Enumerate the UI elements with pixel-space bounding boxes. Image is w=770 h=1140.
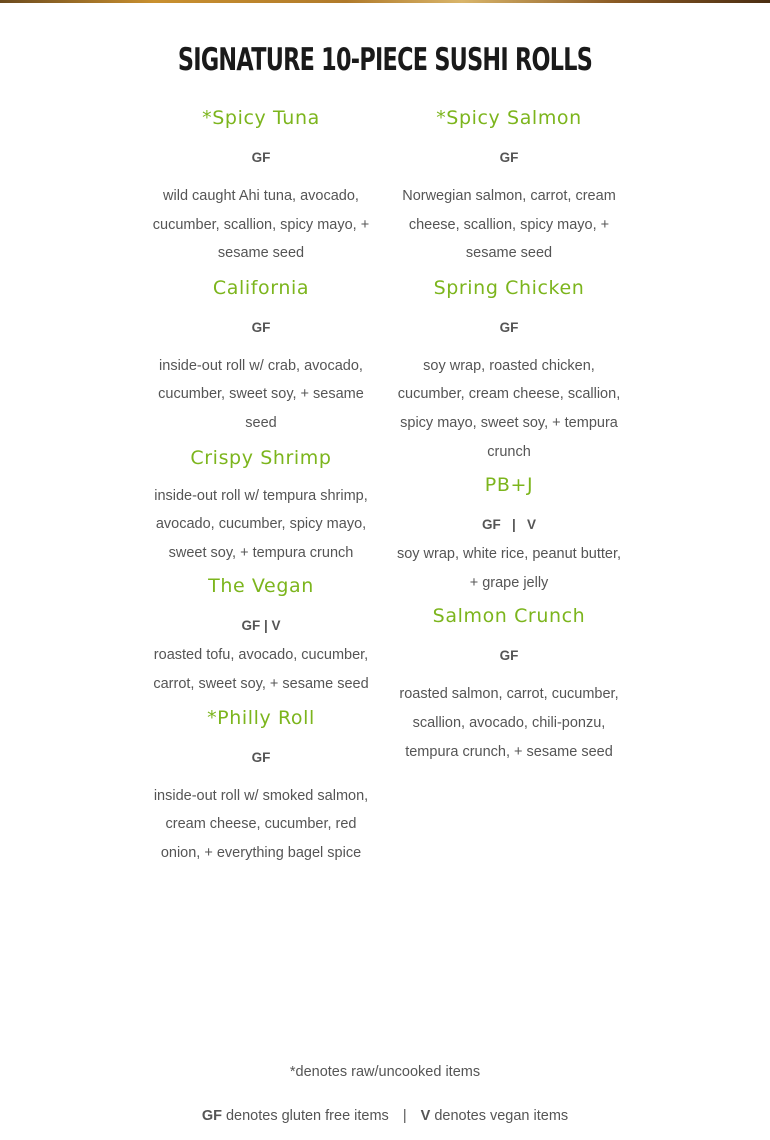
item-diet-tag: GF xyxy=(499,150,519,165)
header-image-strip xyxy=(0,0,770,3)
page-title: SIGNATURE 10-PIECE SUSHI ROLLS xyxy=(177,42,593,78)
item-name: The Vegan xyxy=(208,575,314,598)
menu-item xyxy=(394,100,624,268)
legend-separator: | xyxy=(402,1108,407,1124)
item-name: *Philly Roll xyxy=(207,706,315,729)
item-name: Crispy Shrimp xyxy=(190,446,332,469)
item-diet-tag: GF xyxy=(251,319,271,335)
item-description: soy wrap, roasted chicken, cucumber, cream cheese, scallion, spicy mayo, sweet soy, + tempura crunch xyxy=(397,357,621,460)
item-description: inside-out roll w/ crab, avocado, cucumber, sweet soy, + sesame seed xyxy=(158,357,364,431)
item-diet-tag: GF xyxy=(251,150,271,165)
diet-legend xyxy=(0,1108,770,1124)
menu-column-left xyxy=(146,100,376,867)
item-diet-tag: GF xyxy=(251,749,271,765)
item-name: California xyxy=(212,276,310,299)
item-description: soy wrap, white rice, peanut butter, + grape jelly xyxy=(396,546,622,591)
vegan-abbreviation: V xyxy=(420,1108,431,1124)
gf-legend-text: denotes gluten free items xyxy=(225,1108,389,1124)
item-name: Spring Chicken xyxy=(433,276,585,299)
item-diet-tag: GF | V xyxy=(241,618,281,634)
menu-column-right xyxy=(394,100,624,766)
menu-item xyxy=(394,598,624,766)
item-name: *Spicy Salmon xyxy=(436,107,582,129)
item-description: inside-out roll w/ tempura shrimp, avocado, cucumber, spicy mayo, sweet soy, + tempura crunch xyxy=(154,487,368,561)
gf-abbreviation: GF xyxy=(201,1108,222,1124)
menu-item xyxy=(146,700,376,868)
menu-item xyxy=(146,100,376,268)
vegan-legend-text: denotes vegan items xyxy=(434,1108,569,1124)
item-description: inside-out roll w/ smoked salmon, cream cheese, cucumber, red onion, + everything bagel spice xyxy=(153,787,369,861)
raw-items-note: *denotes raw/uncooked items xyxy=(289,1064,481,1080)
item-diet-tag: GF | V xyxy=(481,517,537,533)
item-description: Norwegian salmon, carrot, cream cheese, scallion, spicy mayo, + sesame seed xyxy=(402,188,616,262)
menu-item xyxy=(394,467,624,597)
menu-item xyxy=(146,270,376,438)
item-name: Salmon Crunch xyxy=(432,605,586,628)
item-name: *Spicy Tuna xyxy=(202,107,320,129)
menu-item xyxy=(394,270,624,466)
menu-item xyxy=(146,440,376,568)
item-description: roasted tofu, avocado, cucumber, carrot, sweet soy, + sesame seed xyxy=(153,647,369,692)
item-name: PB+J xyxy=(484,474,534,497)
menu-item xyxy=(146,568,376,698)
item-description: wild caught Ahi tuna, avocado, cucumber, scallion, spicy mayo, + sesame seed xyxy=(152,188,370,262)
item-description: roasted salmon, carrot, cucumber, scallion, avocado, chili-ponzu, tempura crunch, + sesame seed xyxy=(399,686,619,760)
item-diet-tag: GF xyxy=(499,319,519,335)
item-diet-tag: GF xyxy=(499,648,519,664)
